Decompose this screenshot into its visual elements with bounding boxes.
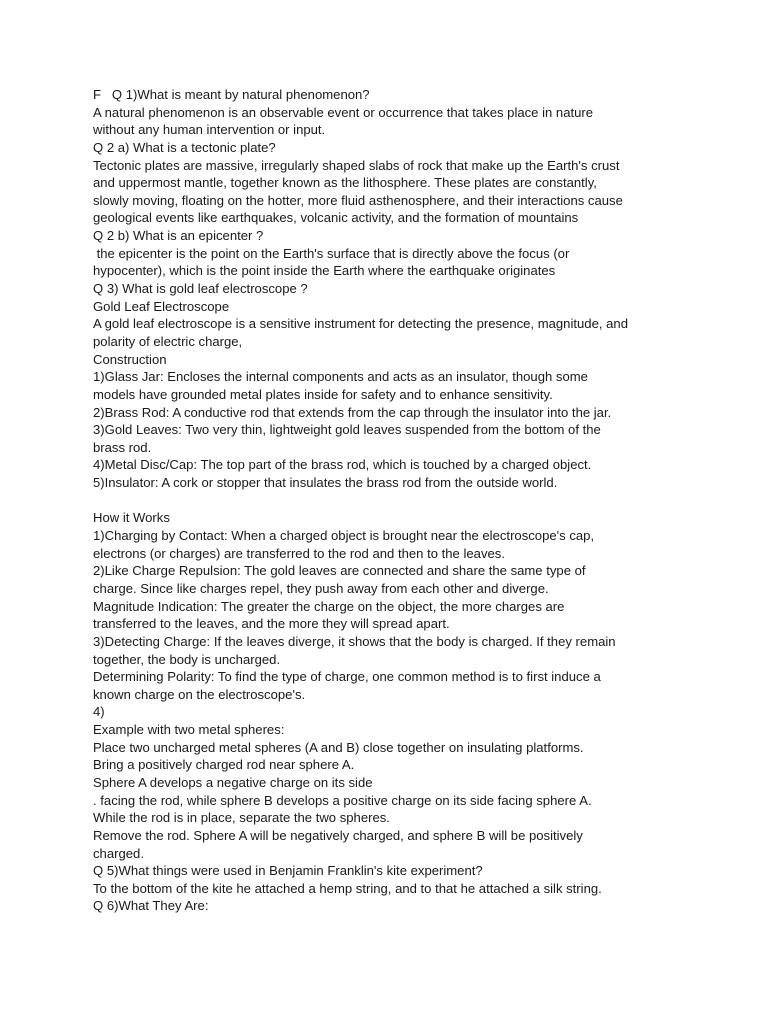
text-line: Q 2 b) What is an epicenter ? <box>93 228 264 244</box>
blank-line <box>93 492 703 510</box>
text-line: Q 6)What They Are: <box>93 898 209 914</box>
text-line: Construction <box>93 351 167 367</box>
text-line: While the rod is in place, separate the two spheres. <box>93 810 390 826</box>
text-line: . facing the rod, while sphere B develops a positive charge on its side facing sphere A. <box>93 792 592 808</box>
text-line: Sphere A develops a negative charge on its side <box>93 774 373 790</box>
text-line: polarity of electric charge, <box>93 333 243 349</box>
text-line: Place two uncharged metal spheres (A and B) close together on insulating platforms. <box>93 739 584 755</box>
text-line: without any human intervention or input. <box>93 122 326 138</box>
text-line: models have grounded metal plates inside for safety and to enhance sensitivity. <box>93 386 553 402</box>
text-line: slowly moving, floating on the hotter, more fluid asthenosphere, and their interactions cause <box>93 192 623 208</box>
text-line: 2)Like Charge Repulsion: The gold leaves are connected and share the same type of <box>93 563 586 579</box>
text-line: To the bottom of the kite he attached a hemp string, and to that he attached a silk string. <box>93 880 602 896</box>
text-line: Determining Polarity: To find the type of charge, one common method is to first induce a <box>93 669 601 685</box>
text-line: geological events like earthquakes, volcanic activity, and the formation of mountains <box>93 210 579 226</box>
text-line: Example with two metal spheres: <box>93 722 285 738</box>
text-line: Gold Leaf Electroscope <box>93 298 230 314</box>
text-line: Remove the rod. Sphere A will be negatively charged, and sphere B will be positively <box>93 827 583 843</box>
text-line: 4) <box>93 704 105 720</box>
text-line: known charge on the electroscope's. <box>93 686 306 702</box>
text-line: A gold leaf electroscope is a sensitive instrument for detecting the presence, magnitude, and <box>93 316 628 332</box>
text-line: 1)Glass Jar: Encloses the internal components and acts as an insulator, though some <box>93 369 588 385</box>
text-line: 4)Metal Disc/Cap: The top part of the brass rod, which is touched by a charged object. <box>93 457 592 473</box>
text-line: Q 3) What is gold leaf electroscope ? <box>93 281 308 297</box>
text-line: Magnitude Indication: The greater the charge on the object, the more charges are <box>93 598 565 614</box>
text-line: charge. Since like charges repel, they push away from each other and diverge. <box>93 580 549 596</box>
text-line: 3)Gold Leaves: Two very thin, lightweight gold leaves suspended from the bottom of the <box>93 422 601 438</box>
text-line: A natural phenomenon is an observable event or occurrence that takes place in nature <box>93 104 594 120</box>
text-line: transferred to the leaves, and the more they will spread apart. <box>93 616 450 632</box>
text-line: together, the body is uncharged. <box>93 651 281 667</box>
text-line: 2)Brass Rod: A conductive rod that extends from the cap through the insulator into the jar. <box>93 404 612 420</box>
text-line: the epicenter is the point on the Earth's surface that is directly above the focus (or <box>93 245 570 261</box>
text-line: 5)Insulator: A cork or stopper that insulates the brass rod from the outside world. <box>93 475 558 491</box>
document-body <box>93 86 703 915</box>
text-line: Q 2 a) What is a tectonic plate? <box>93 139 276 155</box>
text-line: 3)Detecting Charge: If the leaves diverge, it shows that the body is charged. If they remain <box>93 633 616 649</box>
text-line: F Q 1)What is meant by natural phenomenon? <box>93 87 370 102</box>
text-line: electrons (or charges) are transferred to the rod and then to the leaves. <box>93 545 505 561</box>
text-line: How it Works <box>93 510 170 526</box>
text-line: and uppermost mantle, together known as the lithosphere. These plates are constantly, <box>93 175 597 191</box>
text-line: brass rod. <box>93 439 152 455</box>
text-line: Q 5)What things were used in Benjamin Franklin's kite experiment? <box>93 863 483 879</box>
text-line: charged. <box>93 845 144 861</box>
text-line: 1)Charging by Contact: When a charged object is brought near the electroscope's cap, <box>93 528 595 544</box>
text-line: hypocenter), which is the point inside the Earth where the earthquake originates <box>93 263 556 279</box>
text-line: Bring a positively charged rod near sphere A. <box>93 757 355 773</box>
text-line: Tectonic plates are massive, irregularly shaped slabs of rock that make up the Earth's crust <box>93 157 620 173</box>
